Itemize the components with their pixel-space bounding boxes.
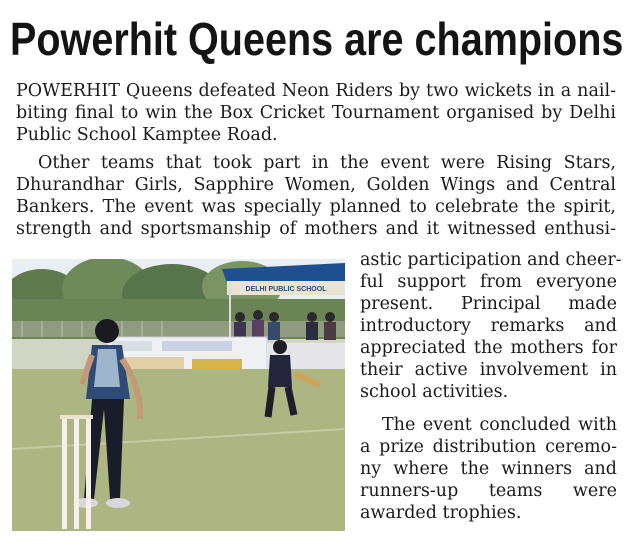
para-3-line: awarded trophies. xyxy=(360,503,522,523)
para-3-line: The event concluded with xyxy=(382,415,617,435)
para-2-wrap-line: astic participation and cheer- xyxy=(360,250,622,270)
headline: Powerhit Queens are champions xyxy=(10,13,624,65)
para-3-line: a prize distribution ceremo- xyxy=(360,437,617,457)
para-2-wrap-line: present. Principal made xyxy=(360,294,617,314)
para-1-line: biting final to win the Box Cricket Tournament organised by Delhi xyxy=(16,103,616,123)
para-1-line: Public School Kamptee Road. xyxy=(16,125,278,145)
para-3-line: ny where the winners and xyxy=(360,459,617,479)
para-2-wrap-line: appreciated the mothers for xyxy=(360,338,617,358)
cricket-match-photo xyxy=(12,259,345,531)
para-2-wrap-line: introductory remarks and xyxy=(360,316,617,336)
para-2-wrap-line: school activities. xyxy=(360,382,509,402)
para-1-line: POWERHIT Queens defeated Neon Riders by two wickets in a nail- xyxy=(16,81,616,101)
para-2-line: Other teams that took part in the event were Rising Stars, xyxy=(38,153,616,173)
para-2-line: Dhurandhar Girls, Sapphire Women, Golden Wings and Central xyxy=(16,175,616,195)
banner-text: DELHI PUBLIC SCHOOL xyxy=(245,286,327,293)
para-2-line: Bankers. The event was specially planned to celebrate the spirit, xyxy=(16,197,616,217)
para-3-line: runners-up teams were xyxy=(360,481,617,501)
para-2-line: strength and sportsmanship of mothers and it witnessed enthusi- xyxy=(16,219,616,239)
para-2-wrap-line: their active involvement in xyxy=(360,360,617,380)
para-2-wrap-line: ful support from everyone xyxy=(360,272,617,292)
